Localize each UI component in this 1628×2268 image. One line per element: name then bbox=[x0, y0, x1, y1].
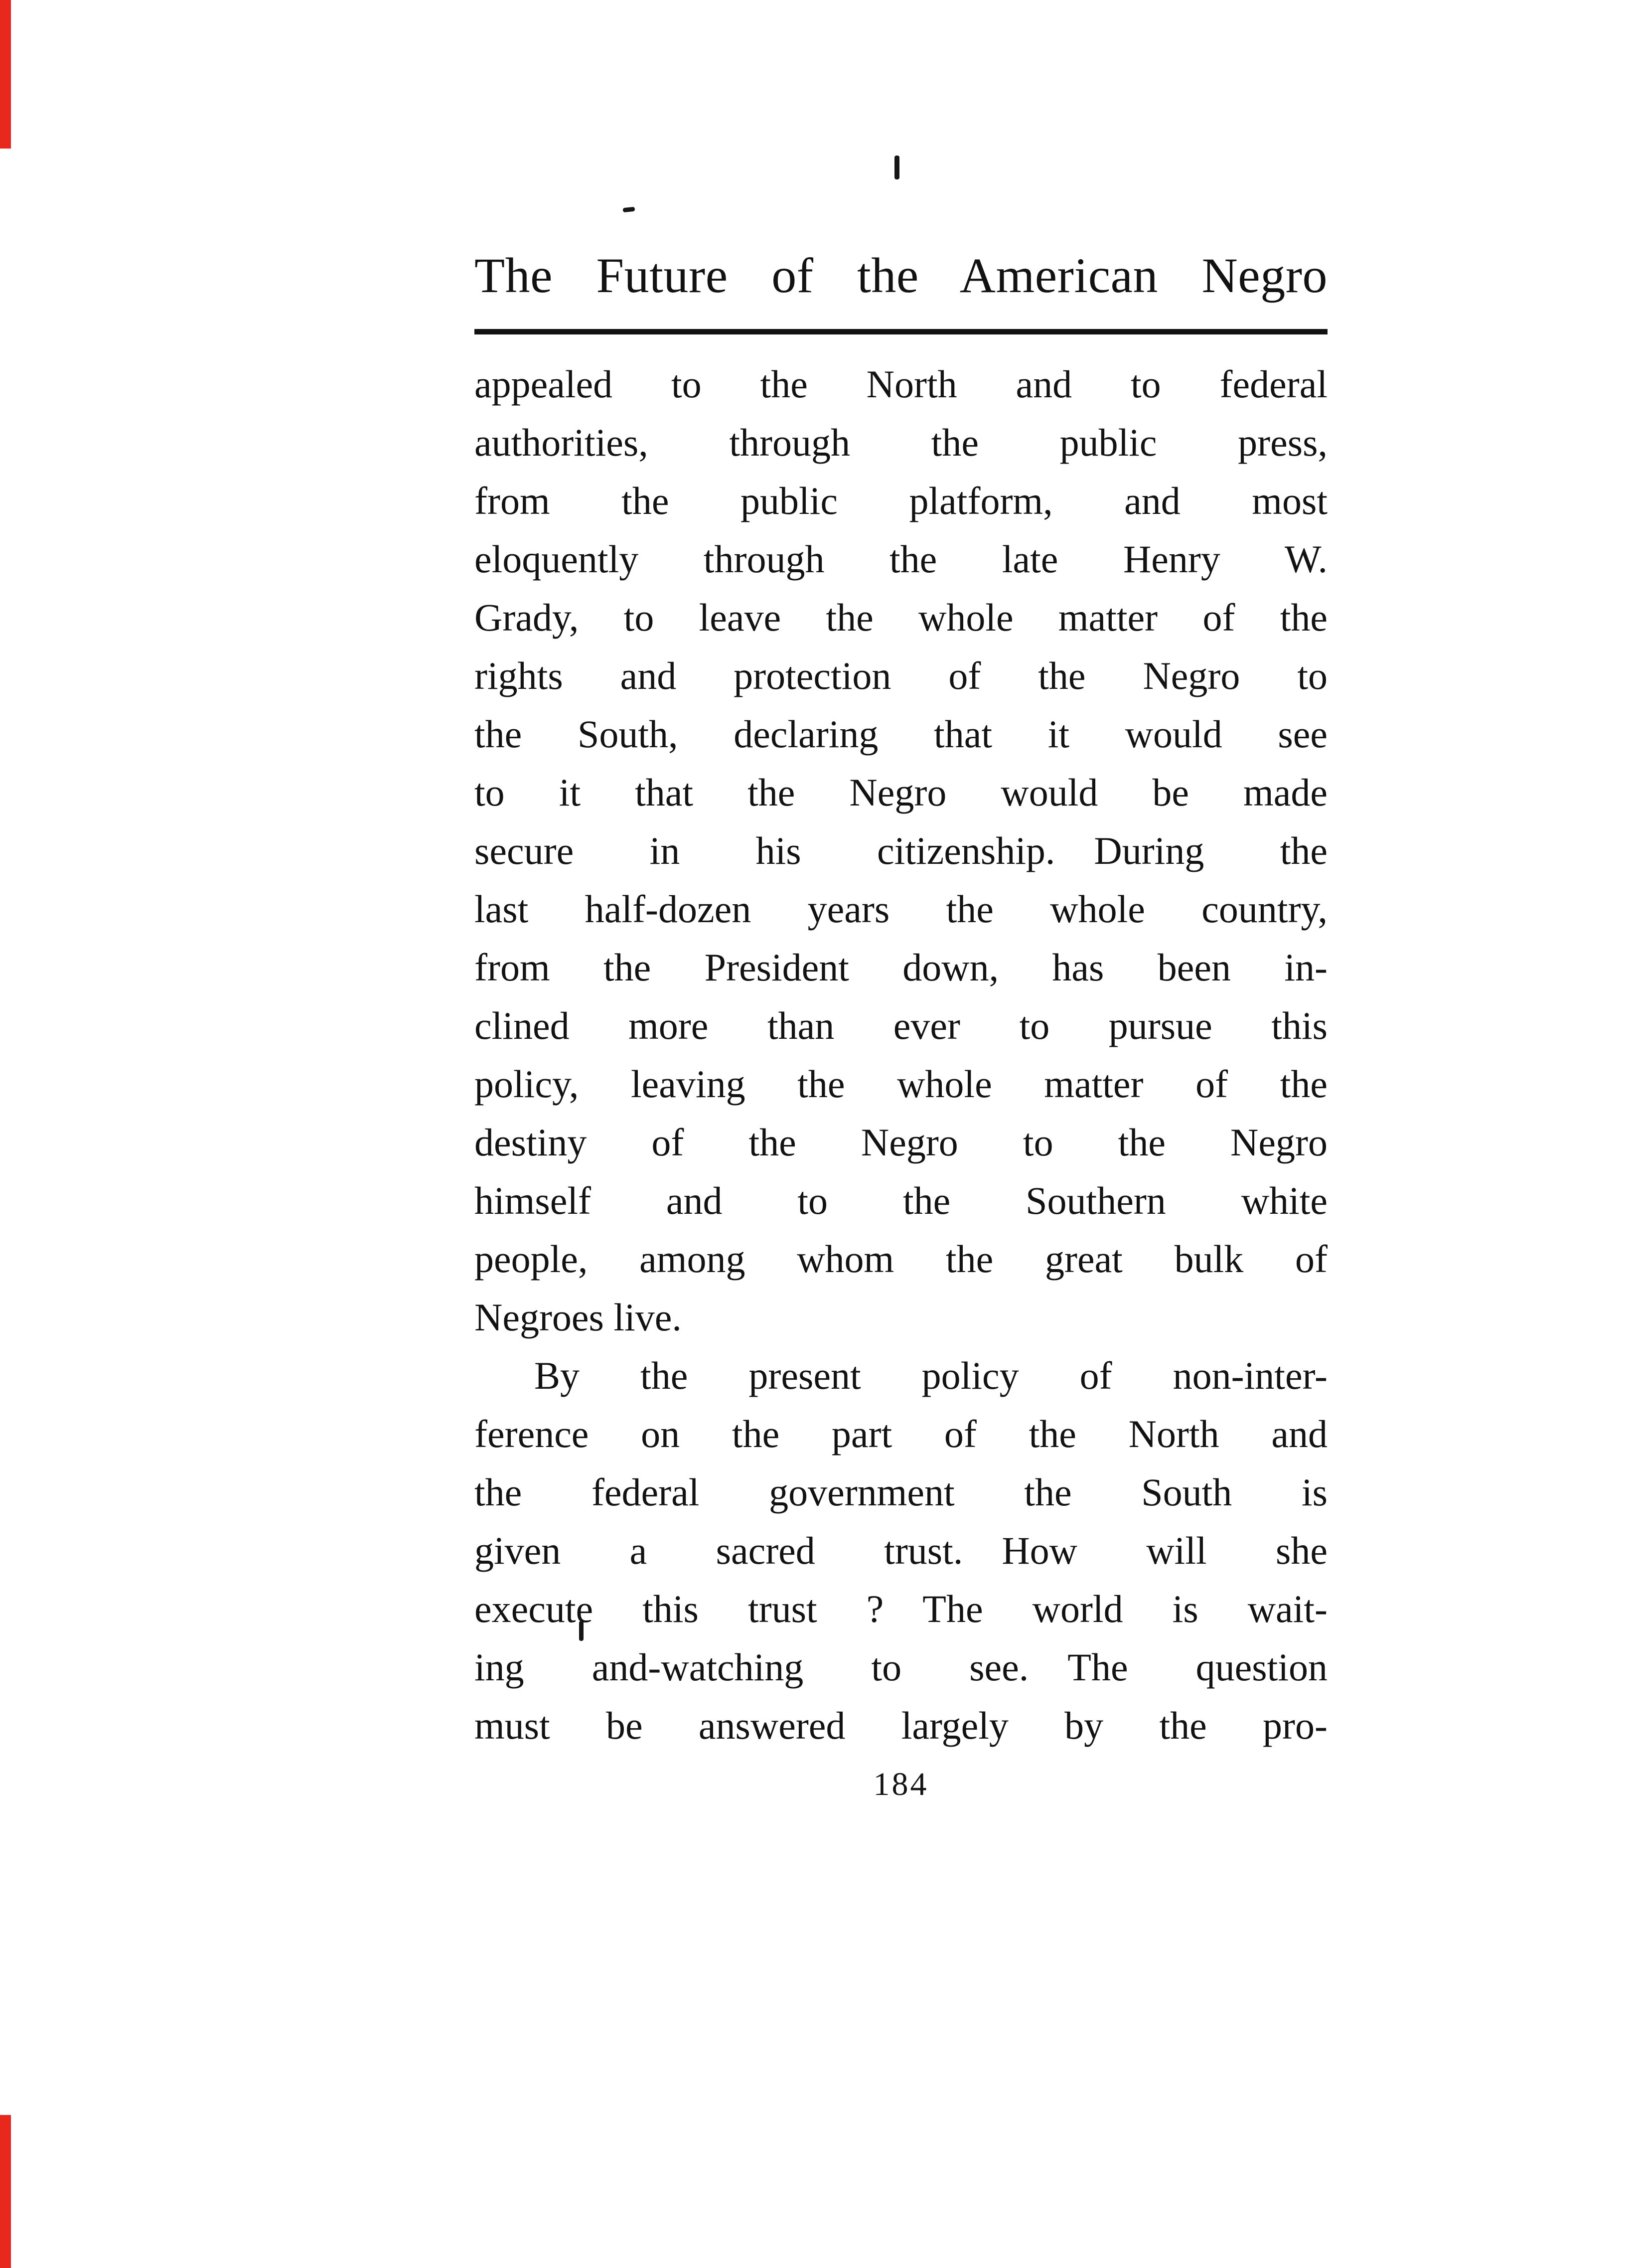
text-line: execute this trust ? The world is wait- bbox=[474, 1587, 1328, 1630]
ink-speck-dash bbox=[623, 207, 635, 212]
text-line: Grady, to leave the whole matter of the bbox=[474, 596, 1328, 639]
text-line: Negroes live. bbox=[474, 1296, 682, 1339]
text-line: destiny of the Negro to the Negro bbox=[474, 1121, 1328, 1164]
text-line: eloquently through the late Henry W. bbox=[474, 537, 1328, 581]
text-line: the federal government the South is bbox=[474, 1470, 1328, 1514]
page-number: 184 bbox=[873, 1766, 929, 1802]
text-line: rights and protection of the Negro to bbox=[474, 654, 1328, 697]
text-line: ference on the part of the North and bbox=[474, 1412, 1328, 1456]
text-line: policy, leaving the whole matter of the bbox=[474, 1062, 1328, 1106]
body-text-block bbox=[474, 355, 1328, 1755]
ink-speck-tick bbox=[894, 156, 899, 179]
text-line: from the President down, has been in- bbox=[474, 946, 1328, 989]
scan-edge-artifact-top-left bbox=[0, 0, 11, 149]
text-line: must be answered largely by the pro- bbox=[474, 1704, 1328, 1747]
text-line: appealed to the North and to federal bbox=[474, 362, 1328, 406]
text-line: By the present policy of non-inter- bbox=[534, 1354, 1328, 1397]
text-line: to it that the Negro would be made bbox=[474, 771, 1328, 814]
scan-edge-artifact-bottom-left bbox=[0, 2115, 11, 2268]
text-line: last half-dozen years the whole country, bbox=[474, 887, 1328, 931]
running-head-title: The Future of the American Negro bbox=[474, 248, 1328, 303]
text-line: secure in his citizenship. During the bbox=[474, 829, 1328, 872]
text-line: given a sacred trust. How will she bbox=[474, 1529, 1328, 1572]
text-line: the South, declaring that it would see bbox=[474, 712, 1328, 756]
header-rule bbox=[474, 329, 1328, 334]
text-line: clined more than ever to pursue this bbox=[474, 1004, 1328, 1047]
text-line: people, among whom the great bulk of bbox=[474, 1237, 1328, 1281]
text-line: authorities, through the public press, bbox=[474, 421, 1328, 464]
text-line: himself and to the Southern white bbox=[474, 1179, 1328, 1222]
text-line: from the public platform, and most bbox=[474, 479, 1328, 522]
text-line: ing and-watching to see. The question bbox=[474, 1645, 1328, 1689]
